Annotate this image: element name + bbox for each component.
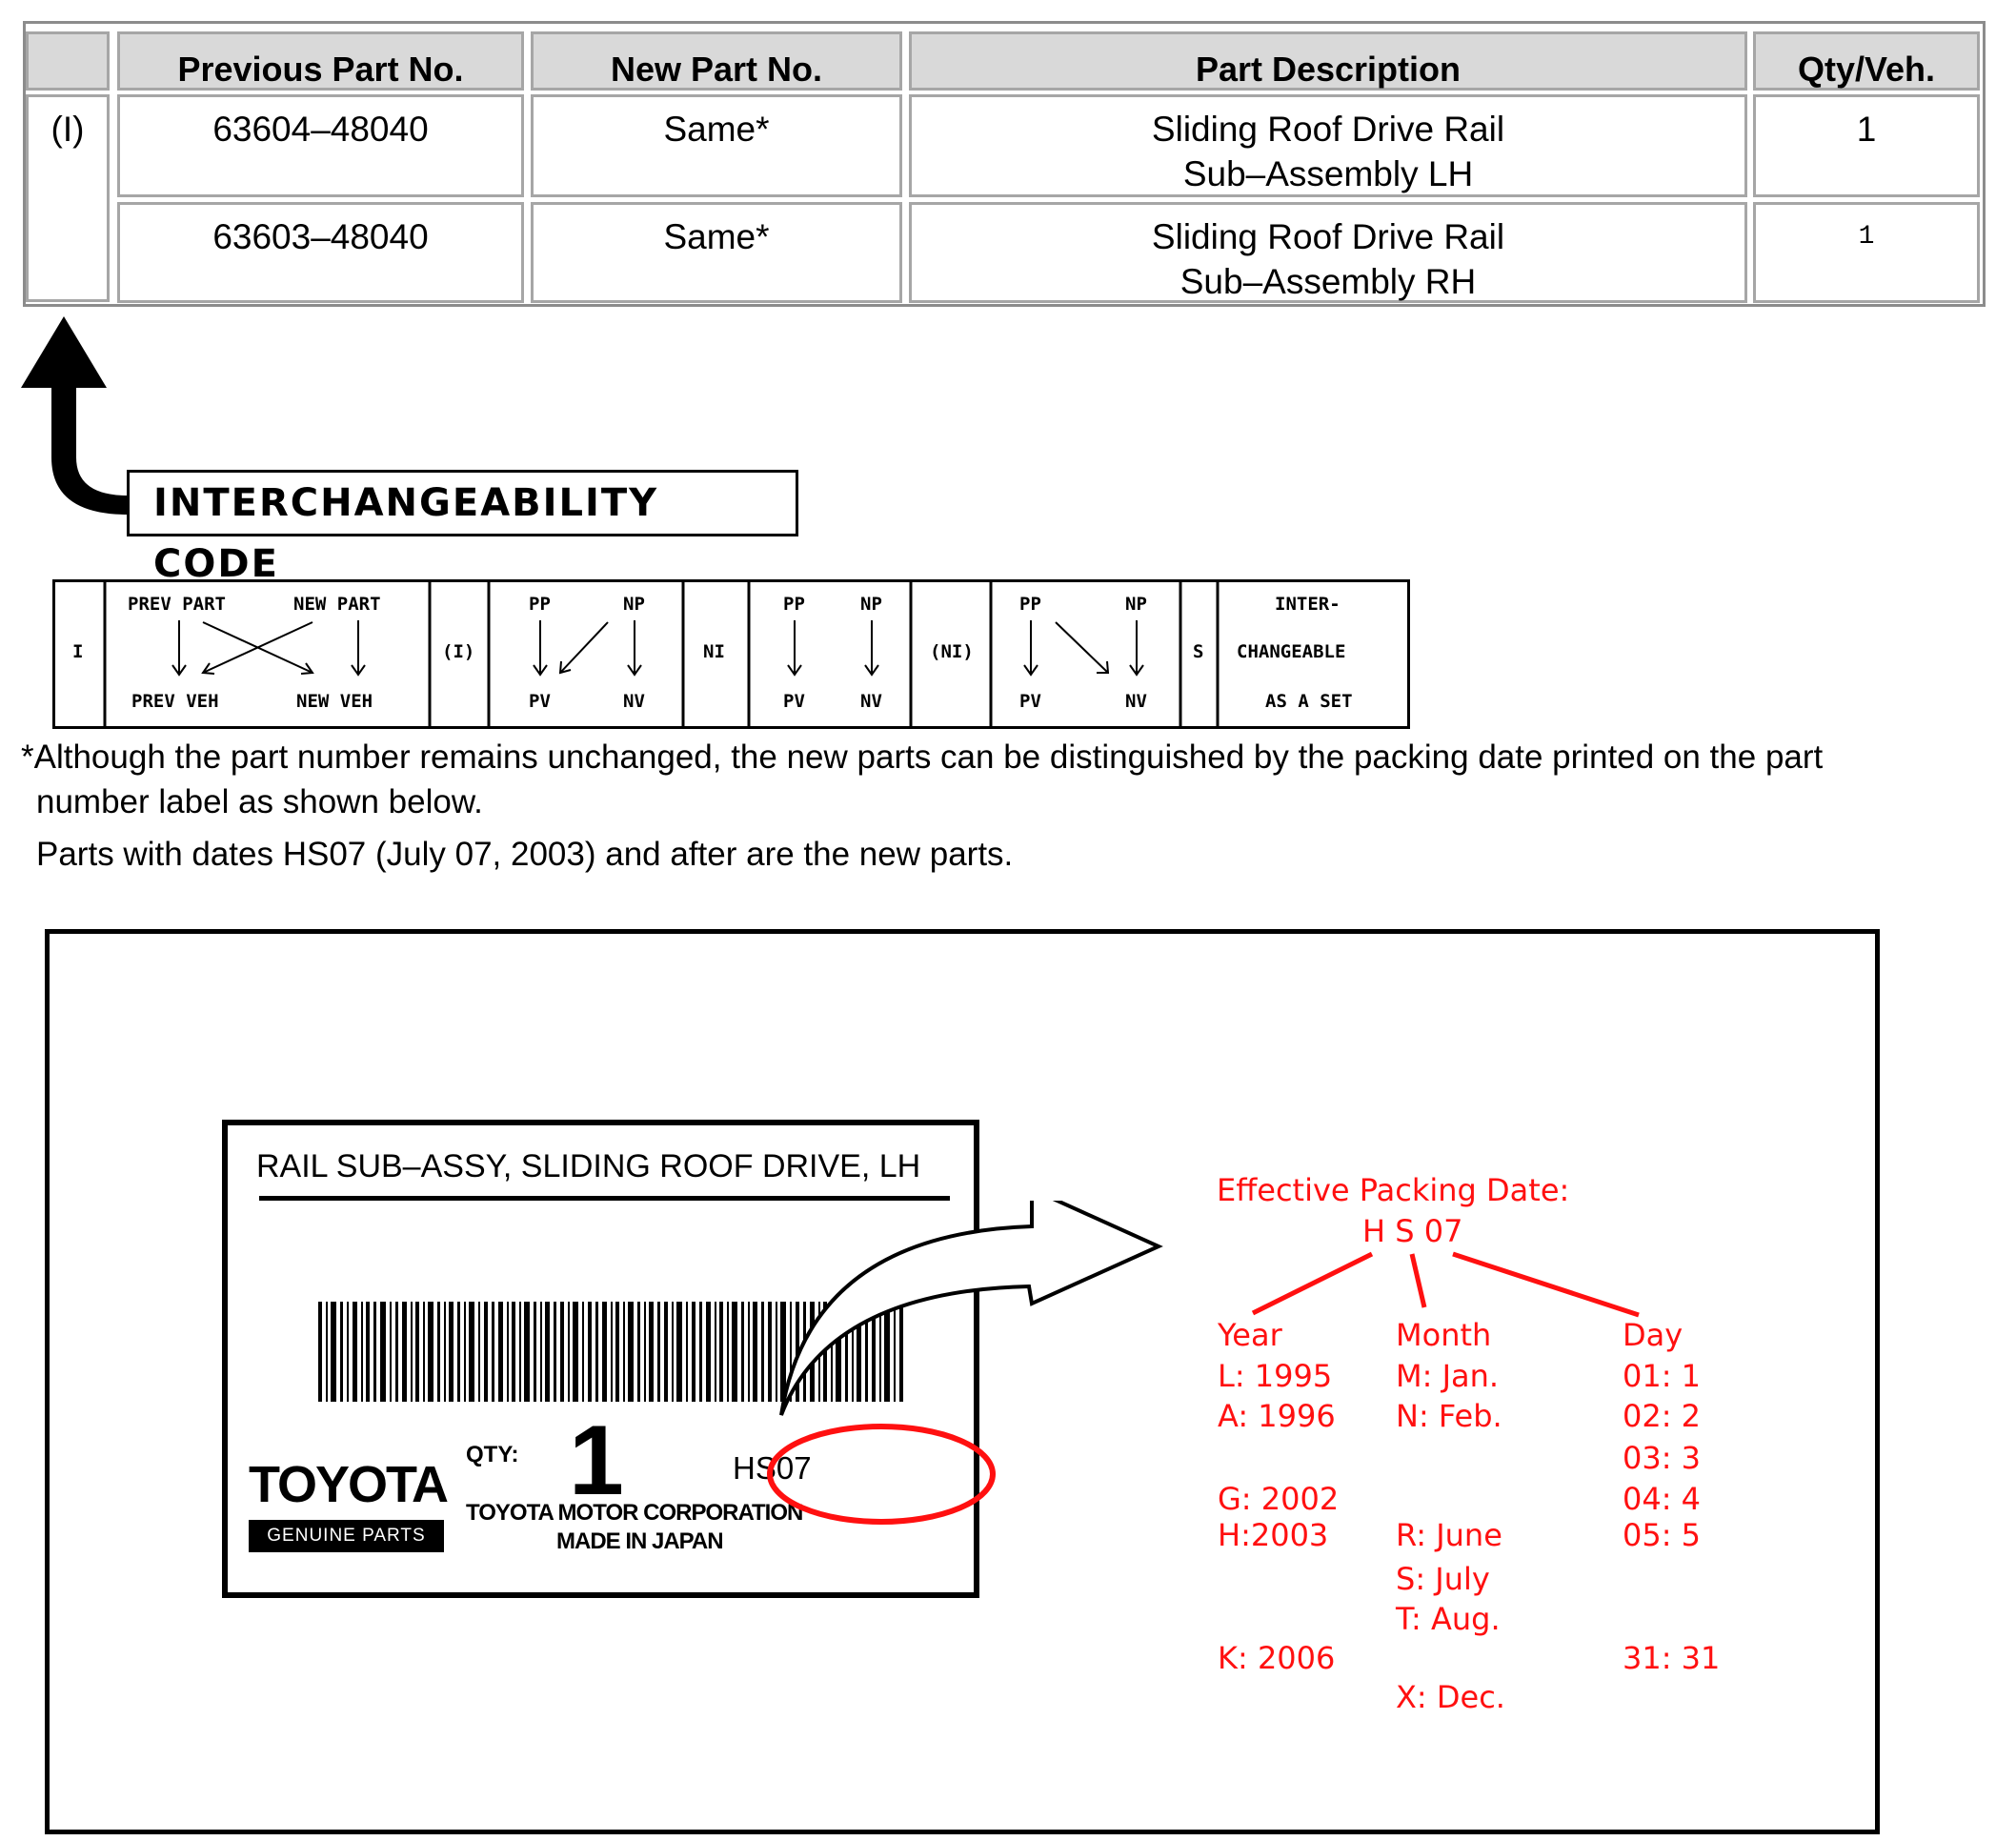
- parts-table: [23, 21, 1986, 307]
- row1-description: [909, 94, 1747, 197]
- legend-np-3: NP: [1125, 594, 1147, 615]
- made-in: MADE IN JAPAN: [556, 1528, 723, 1554]
- corp-name: TOYOTA MOTOR CORPORATION: [466, 1500, 803, 1526]
- genuine-parts-badge: GENUINE PARTS: [249, 1520, 444, 1552]
- year-item: G: 2002: [1218, 1481, 1340, 1517]
- date-code-title: Effective Packing Date:: [1217, 1172, 1570, 1208]
- legend-inter-line3: AS A SET: [1265, 691, 1353, 712]
- row2-new-part: Same*: [531, 202, 902, 303]
- legend-dividers: [55, 582, 1407, 726]
- header-code: [26, 31, 110, 91]
- day-item: 03: 3: [1623, 1440, 1702, 1476]
- year-item: L: 1995: [1218, 1358, 1333, 1394]
- year-item: K: 2006: [1218, 1640, 1336, 1676]
- legend-np-1: NP: [623, 594, 645, 615]
- interchangeability-code-title: INTERCHANGEABILITY CODE: [127, 470, 798, 536]
- date-code-example: H S 07: [1362, 1213, 1463, 1249]
- day-item: 31: 31: [1623, 1640, 1721, 1676]
- header-description: Part Description: [909, 31, 1747, 91]
- legend-np-2: NP: [860, 594, 882, 615]
- year-item: H:2003: [1218, 1517, 1329, 1553]
- date-code-connectors: [1248, 1248, 1648, 1325]
- month-item: R: June: [1396, 1517, 1502, 1553]
- legend-code-paren-i: (I): [442, 641, 475, 662]
- legend-pp-1: PP: [529, 594, 551, 615]
- legend-nv-2: NV: [860, 691, 882, 712]
- legend-prev-veh: PREV VEH: [131, 691, 219, 712]
- legend-new-part: NEW PART: [293, 594, 381, 615]
- month-item: X: Dec.: [1396, 1679, 1505, 1715]
- note-line3: Parts with dates HS07 (July 07, 2003) and after are the new parts.: [36, 836, 1014, 873]
- legend-code-s: S: [1193, 641, 1204, 662]
- day-item: 02: 2: [1623, 1398, 1702, 1434]
- legend-code-ni: NI: [703, 641, 725, 662]
- legend-nv-3: NV: [1125, 691, 1147, 712]
- legend-pv-1: PV: [529, 691, 551, 712]
- header-qty: Qty/Veh.: [1753, 31, 1980, 91]
- row2-desc-line1: Sliding Roof Drive Rail: [1151, 217, 1505, 256]
- month-heading: Month: [1396, 1317, 1492, 1353]
- row1-desc-line1: Sliding Roof Drive Rail: [1151, 110, 1505, 149]
- qty-label: QTY:: [466, 1442, 519, 1467]
- interchange-code-cell: (I): [26, 94, 110, 302]
- legend-new-veh: NEW VEH: [296, 691, 373, 712]
- interchangeability-legend: [52, 579, 1410, 729]
- label-title: RAIL SUB–ASSY, SLIDING ROOF DRIVE, LH: [256, 1148, 921, 1184]
- legend-nv-1: NV: [623, 691, 645, 712]
- header-previous-part: Previous Part No.: [117, 31, 524, 91]
- legend-prev-part: PREV PART: [128, 594, 226, 615]
- legend-code-i: I: [72, 641, 84, 662]
- row2-desc-line2: Sub–Assembly RH: [1179, 262, 1477, 301]
- row2-qty: 1: [1753, 202, 1980, 303]
- toyota-logo: TOYOTA: [249, 1456, 448, 1513]
- day-item: 04: 4: [1623, 1481, 1702, 1517]
- legend-pv-2: PV: [783, 691, 805, 712]
- month-item: T: Aug.: [1396, 1601, 1501, 1637]
- note-line1: *Although the part number remains unchanged, the new parts can be distinguished by the packing date printed on the part: [21, 738, 1824, 776]
- legend-code-paren-ni: (NI): [930, 641, 974, 662]
- header-new-part: New Part No.: [531, 31, 902, 91]
- row1-desc-line2: Sub–Assembly LH: [1182, 154, 1474, 193]
- legend-pp-2: PP: [783, 594, 805, 615]
- big-arrow-icon: [781, 1201, 1159, 1415]
- legend-inter-line2: CHANGEABLE: [1237, 641, 1346, 662]
- row2-previous-part: 63603–48040: [117, 202, 524, 303]
- year-heading: Year: [1218, 1317, 1282, 1353]
- label-date-code: HS07: [733, 1450, 812, 1486]
- row1-new-part: Same*: [531, 94, 902, 197]
- row1-qty: 1: [1753, 94, 1980, 197]
- note-line2: number label as shown below.: [36, 783, 483, 820]
- legend-pp-3: PP: [1019, 594, 1041, 615]
- legend-pv-3: PV: [1019, 691, 1041, 712]
- qty-value: 1: [569, 1406, 624, 1516]
- row1-previous-part: 63604–48040: [117, 94, 524, 197]
- month-item: S: July: [1396, 1561, 1490, 1597]
- highlight-circle-icon: [770, 1426, 993, 1522]
- day-item: 05: 5: [1623, 1517, 1702, 1553]
- day-item: 01: 1: [1623, 1358, 1702, 1394]
- month-item: N: Feb.: [1396, 1398, 1502, 1434]
- day-heading: Day: [1623, 1317, 1683, 1353]
- month-item: M: Jan.: [1396, 1358, 1500, 1394]
- legend-inter-line1: INTER-: [1275, 594, 1341, 615]
- row2-description: [909, 202, 1747, 303]
- callout-graphics: [648, 1201, 1181, 1544]
- year-item: A: 1996: [1218, 1398, 1336, 1434]
